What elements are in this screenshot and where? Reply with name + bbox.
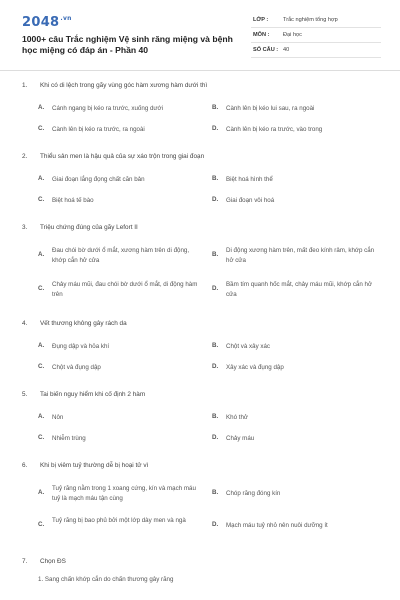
meta-class-label: LỚP : bbox=[253, 17, 269, 23]
option-text: Đau chói bờ dưới ổ mắt, xương hàm trên di động, khớp cắn hở cửa bbox=[52, 247, 190, 264]
option-text: Di động xương hàm trên, mất đeo kính râm, khớp cắn hở cửa bbox=[226, 247, 375, 264]
option-text: Bầm tím quanh hốc mắt, chảy máu mũi, khớp cắn hở cửa bbox=[226, 281, 373, 298]
option-text: Chột và xây xác bbox=[226, 343, 271, 350]
option-letter: C. bbox=[38, 285, 45, 292]
option-letter: A. bbox=[38, 342, 45, 349]
option-text: Nhiễm trùng bbox=[52, 435, 86, 442]
option-text: Cành lên bị kéo lui sau, ra ngoài bbox=[226, 105, 315, 112]
option-letter: C. bbox=[38, 363, 45, 370]
option-letter: C. bbox=[38, 434, 45, 441]
option-text: Chảy máu mũi, đau chói bờ dưới ổ mắt, di động hàm trên bbox=[52, 281, 198, 298]
site-logo[interactable] bbox=[22, 15, 72, 30]
question-text: Tai biến nguy hiểm khi cố định 2 hàm bbox=[40, 391, 146, 398]
option-letter: D. bbox=[212, 434, 219, 441]
question-text: Triệu chứng đúng của gãy Lefort II bbox=[40, 224, 138, 231]
option-letter: A. bbox=[38, 489, 45, 496]
question-stem bbox=[22, 391, 145, 398]
question-stem bbox=[22, 153, 204, 160]
question-number: 7. bbox=[22, 558, 28, 565]
question-number: 6. bbox=[22, 462, 28, 469]
option-text: Tuỷ răng nằm trong 1 xoang cứng, kín và mạch máu tuỷ là mạch máu tận cùng bbox=[52, 485, 196, 502]
option-letter: D. bbox=[212, 125, 219, 132]
option-letter: B. bbox=[212, 175, 219, 182]
option-letter: D. bbox=[212, 196, 219, 203]
question-text: Vết thương không gây rách da bbox=[40, 320, 127, 327]
meta-count-value: 40 bbox=[283, 47, 290, 53]
option-letter: B. bbox=[212, 413, 219, 420]
option-letter: D. bbox=[212, 363, 219, 370]
document-header bbox=[0, 0, 400, 70]
meta-count-row bbox=[251, 43, 381, 58]
question-number: 1. bbox=[22, 82, 28, 89]
option-letter: B. bbox=[212, 104, 219, 111]
option-letter: C. bbox=[38, 521, 45, 528]
option-text: Giai đoạn lắng đọng chất căn bản bbox=[52, 176, 145, 183]
option-text: Biệt hoá hình thể bbox=[226, 176, 273, 183]
option-text: Cành lên bị kéo ra trước, ra ngoài bbox=[52, 126, 145, 133]
option-letter: A. bbox=[38, 251, 45, 258]
meta-class-row bbox=[251, 13, 381, 28]
option-text: Mạch máu tuỷ nhỏ nên nuôi dưỡng ít bbox=[226, 522, 328, 529]
question-stem bbox=[22, 320, 127, 327]
option-letter: B. bbox=[212, 489, 219, 496]
option-text: Chảy máu bbox=[226, 435, 255, 442]
question-number: 3. bbox=[22, 224, 28, 231]
question-text: Khi có di lệch trong gãy vùng góc hàm xương hàm dưới thì bbox=[40, 82, 208, 89]
question-statement: 1. Sang chấn khớp cắn do chấn thương gây răng bbox=[38, 576, 174, 583]
meta-subject-label: MÔN : bbox=[253, 32, 270, 38]
option-text: Giai đoạn vôi hoá bbox=[226, 197, 275, 204]
option-text: Biệt hoá tế bào bbox=[52, 197, 94, 204]
option-text: Chóp răng đóng kín bbox=[226, 490, 281, 497]
question-stem bbox=[22, 224, 138, 231]
option-text: Cành lên bị kéo ra trước, vào trong bbox=[226, 126, 323, 133]
logo-text: 2048 bbox=[22, 15, 60, 30]
option-letter: D. bbox=[212, 285, 219, 292]
option-letter: A. bbox=[38, 175, 45, 182]
question-stem bbox=[22, 82, 207, 89]
question-number: 4. bbox=[22, 320, 28, 327]
question-text: Thiểu sản men là hậu quả của sự xáo trộn trong giai đoạn bbox=[40, 153, 205, 160]
question-number: 2. bbox=[22, 153, 28, 160]
header-divider bbox=[0, 70, 400, 71]
option-letter: B. bbox=[212, 251, 219, 258]
option-text: Xây xác và đụng dập bbox=[226, 364, 284, 371]
option-text: Chột và đụng dập bbox=[52, 364, 101, 371]
option-text: Cánh ngang bị kéo ra trước, xuống dưới bbox=[52, 105, 163, 112]
option-text: Khó thở bbox=[226, 414, 248, 421]
option-text: Đụng dập và hỏa khí bbox=[52, 343, 110, 350]
option-letter: C. bbox=[38, 125, 45, 132]
question-text: Khi bị viêm tuỷ thường dễ bị hoại tử vì bbox=[40, 462, 149, 469]
meta-class-value: Trắc nghiệm tổng hợp bbox=[283, 17, 338, 23]
logo-suffix: .vn bbox=[60, 15, 72, 22]
question-text: Chọn ĐS bbox=[40, 558, 66, 565]
option-letter: C. bbox=[38, 196, 45, 203]
document-title: 1000+ câu Trắc nghiệm Vệ sinh răng miệng và bệnh học miệng có đáp án - Phần 40 bbox=[22, 34, 233, 55]
question-stem bbox=[22, 558, 66, 565]
option-letter: A. bbox=[38, 104, 45, 111]
question-stem bbox=[22, 462, 148, 469]
meta-count-label: SỐ CÂU : bbox=[253, 47, 279, 53]
meta-subject-row bbox=[251, 28, 381, 43]
meta-subject-value: Đại học bbox=[283, 32, 302, 38]
question-number: 5. bbox=[22, 391, 28, 398]
option-letter: B. bbox=[212, 342, 219, 349]
option-text: Nôn bbox=[52, 414, 64, 421]
option-text: Tuỷ răng bị bao phủ bởi một lớp dày men và ngà bbox=[52, 517, 186, 524]
document-meta bbox=[251, 13, 381, 58]
option-letter: A. bbox=[38, 413, 45, 420]
option-letter: D. bbox=[212, 521, 219, 528]
